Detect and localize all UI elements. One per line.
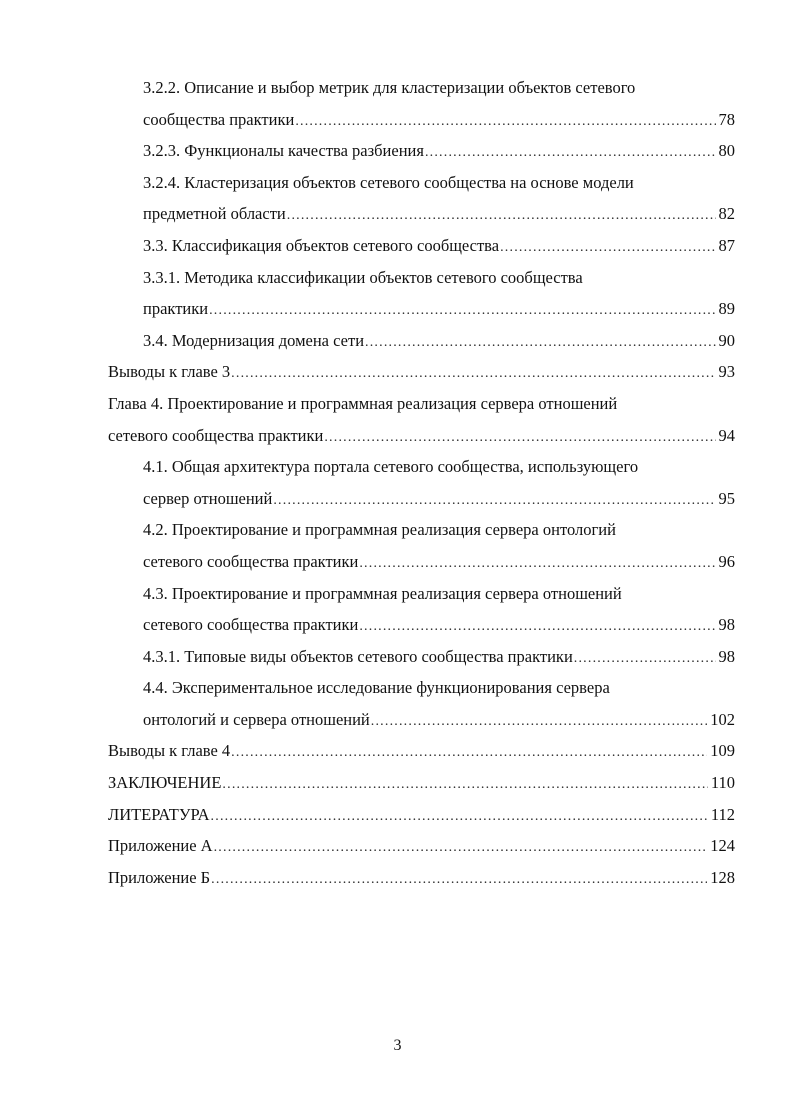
page-number: 3 — [393, 1037, 402, 1054]
toc-entry-text: 3.2.4. Кластеризация объектов сетевого сообщества на основе модели — [143, 172, 634, 192]
dot-leader — [365, 327, 715, 359]
toc-page-number: 93 — [718, 362, 735, 382]
toc-entry[interactable] — [0, 767, 795, 799]
toc-entry-text: Выводы к главе 3 — [108, 362, 231, 382]
toc-entry-text: предметной области — [143, 204, 286, 224]
toc-entry[interactable] — [0, 704, 795, 736]
toc-entry-text: 3.2.2. Описание и выбор метрик для кластеризации объектов сетевого — [143, 78, 636, 97]
toc-page-number: 128 — [710, 867, 735, 887]
dot-leader — [211, 801, 708, 833]
toc-entry-line — [0, 72, 795, 104]
toc-entry-line — [0, 672, 795, 704]
toc-entry-line — [0, 578, 795, 610]
toc-entry-text: сетевого сообщества практики — [143, 615, 359, 635]
toc-entry-text: онтологий и сервера отношений — [143, 709, 370, 729]
toc-page-number: 109 — [710, 741, 735, 761]
dot-leader — [211, 864, 707, 896]
toc-entry-text: 4.3. Проектирование и программная реализация сервера отношений — [143, 583, 622, 603]
toc-page-number: 90 — [718, 330, 735, 350]
toc-entry[interactable] — [0, 104, 795, 136]
toc-entry-text: 4.4. Экспериментальное исследование функционирования сервера — [143, 678, 610, 698]
dot-leader — [359, 611, 715, 643]
toc-entry[interactable] — [0, 799, 795, 831]
dot-leader — [209, 295, 715, 327]
toc-entry[interactable] — [0, 546, 795, 578]
toc-entry-text: сетевого сообщества практики — [108, 425, 324, 445]
toc-entry-line — [0, 388, 795, 420]
dot-leader — [324, 422, 715, 454]
dot-leader — [425, 137, 716, 169]
toc-page-number: 80 — [718, 141, 735, 161]
dot-leader — [359, 548, 715, 580]
toc-entry-text: сообщества практики — [143, 109, 295, 129]
toc-entry[interactable] — [0, 230, 795, 262]
toc-entry-text: 3.3. Классификация объектов сетевого сообщества — [143, 235, 500, 255]
toc-entry-text: 3.3.1. Методика классификации объектов сетевого сообщества — [143, 267, 583, 287]
toc-entry-line — [0, 167, 795, 199]
toc-entry-text: 4.3.1. Типовые виды объектов сетевого сообщества практики — [143, 646, 573, 666]
dot-leader — [222, 769, 707, 801]
dot-leader — [287, 200, 716, 232]
toc-entry[interactable] — [0, 135, 795, 167]
dot-leader — [371, 706, 707, 738]
toc-page-number: 94 — [718, 425, 735, 445]
dot-leader — [231, 358, 715, 390]
toc-page-number: 87 — [718, 235, 735, 255]
toc-entry-text: ЛИТЕРАТУРА — [108, 804, 210, 824]
toc-entry-text: Глава 4. Проектирование и программная реализация сервера отношений — [108, 393, 618, 413]
toc-entry-text: Приложение А — [108, 836, 213, 856]
toc-entry[interactable] — [0, 325, 795, 357]
toc-entry-text: сетевого сообщества практики — [143, 551, 359, 571]
toc-entry-text: ЗАКЛЮЧЕНИЕ — [108, 773, 222, 793]
toc-entry-text: сервер отношений — [143, 488, 273, 508]
toc-entry-text: 3.2.3. Функционалы качества разбиения — [143, 141, 424, 161]
toc-page-number: 96 — [718, 551, 735, 571]
toc-entry-text: 4.1. Общая архитектура портала сетевого сообщества, использующего — [143, 457, 639, 477]
toc-entry-text: 3.4. Модернизация домена сети — [143, 330, 365, 350]
toc-page-number: 82 — [718, 204, 735, 224]
toc-page-number: 98 — [718, 646, 735, 666]
dot-leader — [273, 485, 715, 517]
dot-leader — [295, 106, 715, 138]
toc-entry[interactable] — [0, 830, 795, 862]
toc-entry[interactable] — [0, 609, 795, 641]
toc-entry-line — [0, 451, 795, 483]
toc-page-number: 102 — [710, 709, 735, 729]
toc-entry[interactable] — [0, 293, 795, 325]
toc-entry-text: Приложение Б — [108, 867, 211, 887]
toc-page-number: 98 — [718, 615, 735, 635]
toc-entry[interactable] — [0, 356, 795, 388]
toc-entry-line — [0, 262, 795, 294]
toc-page-number: 110 — [710, 773, 735, 793]
dot-leader — [500, 232, 715, 264]
toc-page-number: 124 — [710, 836, 735, 856]
toc-entry[interactable] — [0, 641, 795, 673]
toc-entry[interactable] — [0, 198, 795, 230]
toc-page-number: 89 — [718, 299, 735, 319]
toc-page-number: 112 — [710, 804, 735, 824]
table-of-contents — [0, 72, 795, 893]
toc-page-number: 78 — [718, 109, 735, 129]
dot-leader — [574, 643, 716, 675]
toc-entry-text: 4.2. Проектирование и программная реализация сервера онтологий — [143, 520, 616, 540]
toc-entry-text: Выводы к главе 4 — [108, 741, 231, 761]
toc-page-number: 95 — [718, 488, 735, 508]
toc-entry[interactable] — [0, 483, 795, 515]
toc-entry[interactable] — [0, 862, 795, 894]
toc-entry[interactable] — [0, 735, 795, 767]
toc-entry-line — [0, 514, 795, 546]
toc-entry[interactable] — [0, 420, 795, 452]
dot-leader — [231, 737, 707, 769]
dot-leader — [214, 832, 708, 864]
toc-entry-text: практики — [143, 299, 209, 319]
